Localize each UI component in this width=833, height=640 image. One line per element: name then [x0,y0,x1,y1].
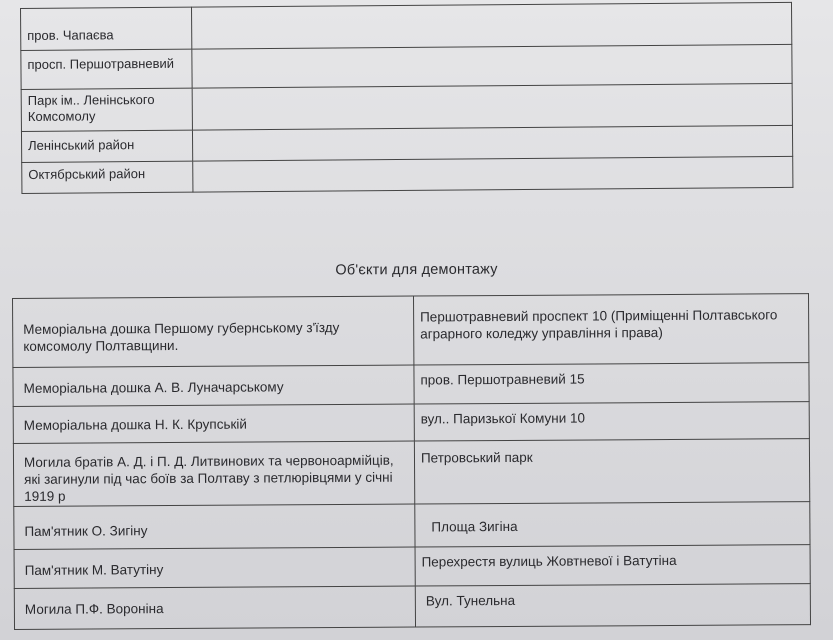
object-cell: Пам'ятник О. Зигіну [14,504,415,549]
location-cell: Ленінський район [21,130,192,162]
objects-table [12,293,811,630]
table-row [13,294,809,368]
empty-cell [192,125,792,161]
top-locations-table [20,2,793,194]
location-cell: Октябрський район [22,161,193,193]
object-cell: Меморіальна дошка А. В. Луначарському [13,365,414,406]
table-row [22,156,793,193]
address-cell: вул.. Паризької Комуни 10 [414,402,809,441]
location-cell: просп. Першотравневий [21,49,192,89]
location-cell: пров. Чапаєва [21,7,192,50]
object-cell: Меморіальна дошка Першому губернському з'їзду комсомолу Полтавщини. [13,296,414,367]
address-cell: Перехрестя вулиць Жовтневої і Ватутіна [415,545,810,586]
table-row [14,545,810,589]
empty-cell [192,83,792,130]
object-cell: Могила братів А. Д. і П. Д. Литвинових та червоноармійців, які загинули під час боїв за Полтаву з петлюрівцями у січні 1919 р [13,441,414,506]
table-row [21,44,792,89]
object-cell: Пам'ятник М. Ватутіну [14,547,415,588]
table-row [13,439,809,507]
table-row [13,402,809,444]
address-cell: Першотравневий проспект 10 (Приміщенні Полтавського аграрного коледжу управління і права) [413,294,808,365]
table-row [14,584,810,630]
empty-cell [192,44,792,88]
address-cell: Вул. Тунельна [415,584,810,627]
address-cell: Петровський парк [414,439,809,504]
address-cell: пров. Першотравневий 15 [414,363,809,404]
empty-cell [193,156,793,192]
table-row [14,502,810,550]
section-title: Об'єкти для демонтажу [335,261,498,279]
table-row [21,2,792,50]
location-cell: Парк ім.. Ленінського Комсомолу [21,88,192,131]
empty-cell [191,2,791,49]
table-row [13,363,809,407]
address-cell: Площа Зигіна [415,502,810,547]
object-cell: Меморіальна дошка Н. К. Крупській [13,404,414,443]
object-cell: Могила П.Ф. Вороніна [14,586,415,629]
table-row [21,83,792,131]
